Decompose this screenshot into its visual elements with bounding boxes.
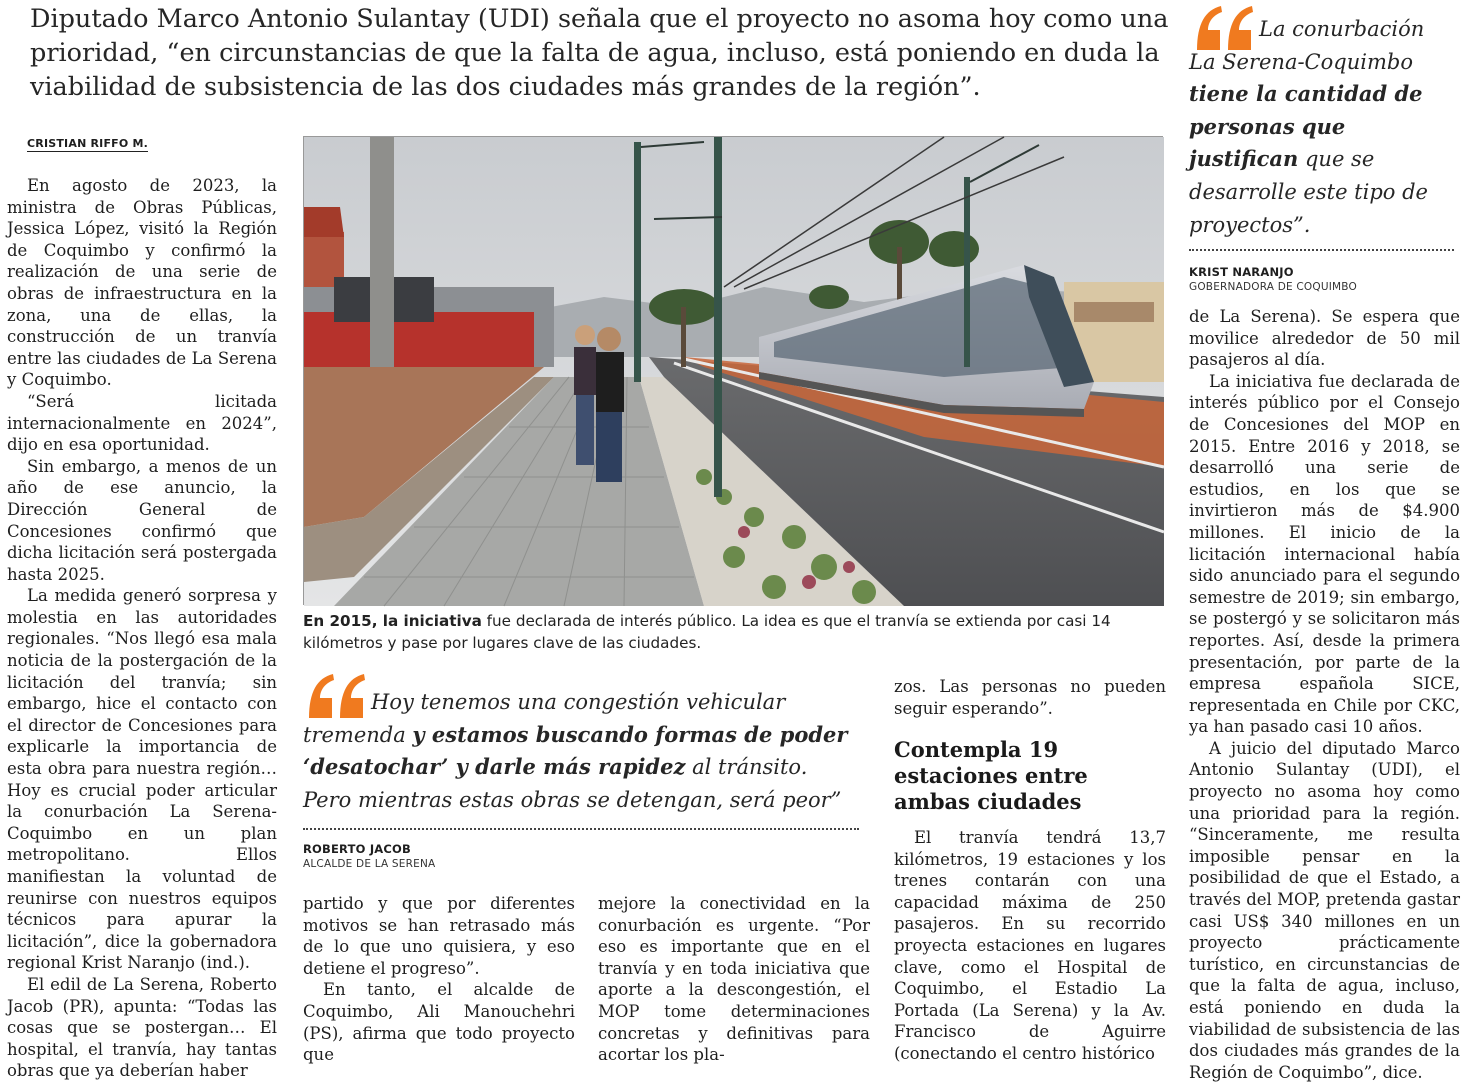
quote-text-part: que se desarrolle este tipo de proyectos”.	[1189, 147, 1428, 237]
column-4-body	[894, 827, 1166, 1065]
paragraph: mejore la conectividad en la conurbación es urgente. “Por eso es importante que en el tranvía y en toda iniciativa que aporte a la descongestión, el MOP tome determinaciones concretas y definitivas para acortar los pla-	[598, 894, 870, 1065]
quote-text-part: al tránsito. Pero mientras estas obras se detengan, será peor”	[303, 755, 842, 812]
column-4	[894, 676, 1166, 719]
paragraph: La medida generó sorpresa y molestia en las autoridades regionales. “Nos llegó esa mala noticia de la postergación de la licitación del tranvía; sin embargo, hice el contacto con el director de Concesiones para explicarle la importancia de esta obra para nuestra región… Hoy es crucial poder articular la conurbación La Serena-Coquimbo en un plan metropolitano. Ellos manifiestan la voluntad de reunirse con nuestros equipos técnicos para apurar la licitación”, dice la gobernadora regional Krist Naranjo (ind.).	[7, 586, 277, 973]
column-1	[7, 175, 277, 1082]
quote-text-part: La conurbación La Serena-Coquimbo	[1189, 17, 1425, 74]
paragraph: de La Serena). Se espera que movilice alrededor de 50 mil pasajeros al día.	[1189, 307, 1460, 370]
quote-mark-icon	[305, 672, 367, 720]
paragraph: partido y que por diferentes motivos se han retrasado más de lo que uno quisiera, y eso detiene el progreso”.	[303, 894, 575, 978]
paragraph: En tanto, el alcalde de Coquimbo, Ali Manouchehri (PS), afirma que todo proyecto que	[303, 980, 575, 1065]
pull-quote-naranjo	[1189, 0, 1454, 293]
pull-quote-text	[303, 672, 859, 816]
tram-photo	[303, 136, 1163, 605]
dotted-divider	[1189, 249, 1454, 251]
section-subhead: Contempla 19 estaciones entre ambas ciudades	[894, 737, 1088, 814]
caption-lead: En 2015, la iniciativa	[303, 612, 482, 630]
paragraph: zos. Las personas no pueden seguir esperando”.	[894, 677, 1166, 718]
paragraph: A juicio del diputado Marco Antonio Sulantay (UDI), el proyecto no asoma hoy como una prioridad para la región. “Sinceramente, me resulta imposible pensar en la posibilidad de que el Estado, a través del MOP, pretenda gastar casi US$ 340 millones en un proyecto prácticamente turístico, en circunstancias de que la falta de agua, incluso, está poniendo en duda la viabilidad de subsistencia de las dos ciudades más grandes de la Región de Coquimbo”, dice.	[1189, 738, 1460, 1082]
article-deck	[30, 2, 1170, 104]
quote-author-name: KRIST NARANJO	[1189, 265, 1294, 280]
paragraph: En agosto de 2023, la ministra de Obras Públicas, Jessica López, visitó la Región de Coquimbo y confirmó la realización de una serie de obras de infraestructura en la zona, una de ellas, la construcción de un tranvía entre las ciudades de La Serena y Coquimbo.	[7, 176, 277, 390]
tram-scene-illustration	[304, 137, 1164, 606]
column-2	[303, 893, 575, 1066]
quote-author-role: ALCALDE DE LA SERENA	[303, 858, 436, 870]
caption-text: fue declarada de interés público. La idea es que el tranvía se extienda por casi 14 kilómetros y pase por lugares clave de las ciudades.	[303, 612, 1111, 652]
dotted-divider	[303, 828, 859, 830]
paragraph: La iniciativa fue declarada de interés público por el Consejo de Concesiones del MOP en 2015. Entre 2016 y 2018, se desarrolló una serie de estudios, en los que se invirtieron más de $4.900 millones. El inicio de la licitación internacional había sido anunciado para el segundo semestre de 2019; sin embargo, se postergó y se solicitaron más reportes. Así, desde la primera presentación, por parte de la empresa española SICE, representada en Chile por CKC, ya han pasado casi 10 años.	[1189, 371, 1460, 737]
column-5	[1189, 306, 1460, 1083]
quote-text-part: Hoy tenemos una congestión vehicular tremenda	[303, 690, 786, 747]
quote-author-role: GOBERNADORA DE COQUIMBO	[1189, 281, 1357, 294]
quote-text-bold: tiene la cantidad de personas que justifican	[1189, 81, 1423, 172]
quote-text-bold: y estamos buscando formas de poder ‘desatochar’ y darle más rapidez	[303, 721, 848, 779]
deck-text: Diputado Marco Antonio Sulantay (UDI) señala que el proyecto no asoma hoy como una prioridad, “en circunstancias de que la falta de agua, incluso, está poniendo en duda la viabilidad de subsistencia de las dos ciudades más grandes de la región”.	[30, 4, 1169, 102]
paragraph: El edil de La Serena, Roberto Jacob (PR), apunta: “Todas las cosas que se postergan… El hospital, el tranvía, hay tantas obras que ya deberían haber	[7, 974, 277, 1081]
paragraph: “Será licitada internacionalmente en 2024”, dijo en esa oportunidad.	[7, 391, 277, 455]
byline: CRISTIAN RIFFO M.	[27, 137, 149, 150]
column-3	[598, 893, 870, 1066]
quote-author-name: ROBERTO JACOB	[303, 842, 411, 856]
photo-caption	[303, 611, 1165, 654]
paragraph: Sin embargo, a menos de un año de ese anuncio, la Dirección General de Concesiones confirmó que dicha licitación será postergada hasta 2025.	[7, 456, 277, 584]
pull-quote-jacob	[303, 672, 859, 870]
quote-mark-icon	[1193, 4, 1255, 52]
paragraph: El tranvía tendrá 13,7 kilómetros, 19 estaciones y los trenes contarán con una capacidad máxima de 250 pasajeros. En su recorrido proyecta estaciones en lugares clave, como el Hospital de Coquimbo, el Estadio La Portada (La Serena) y la Av. Francisco de Aguirre (conectando el centro histórico	[894, 828, 1166, 1063]
